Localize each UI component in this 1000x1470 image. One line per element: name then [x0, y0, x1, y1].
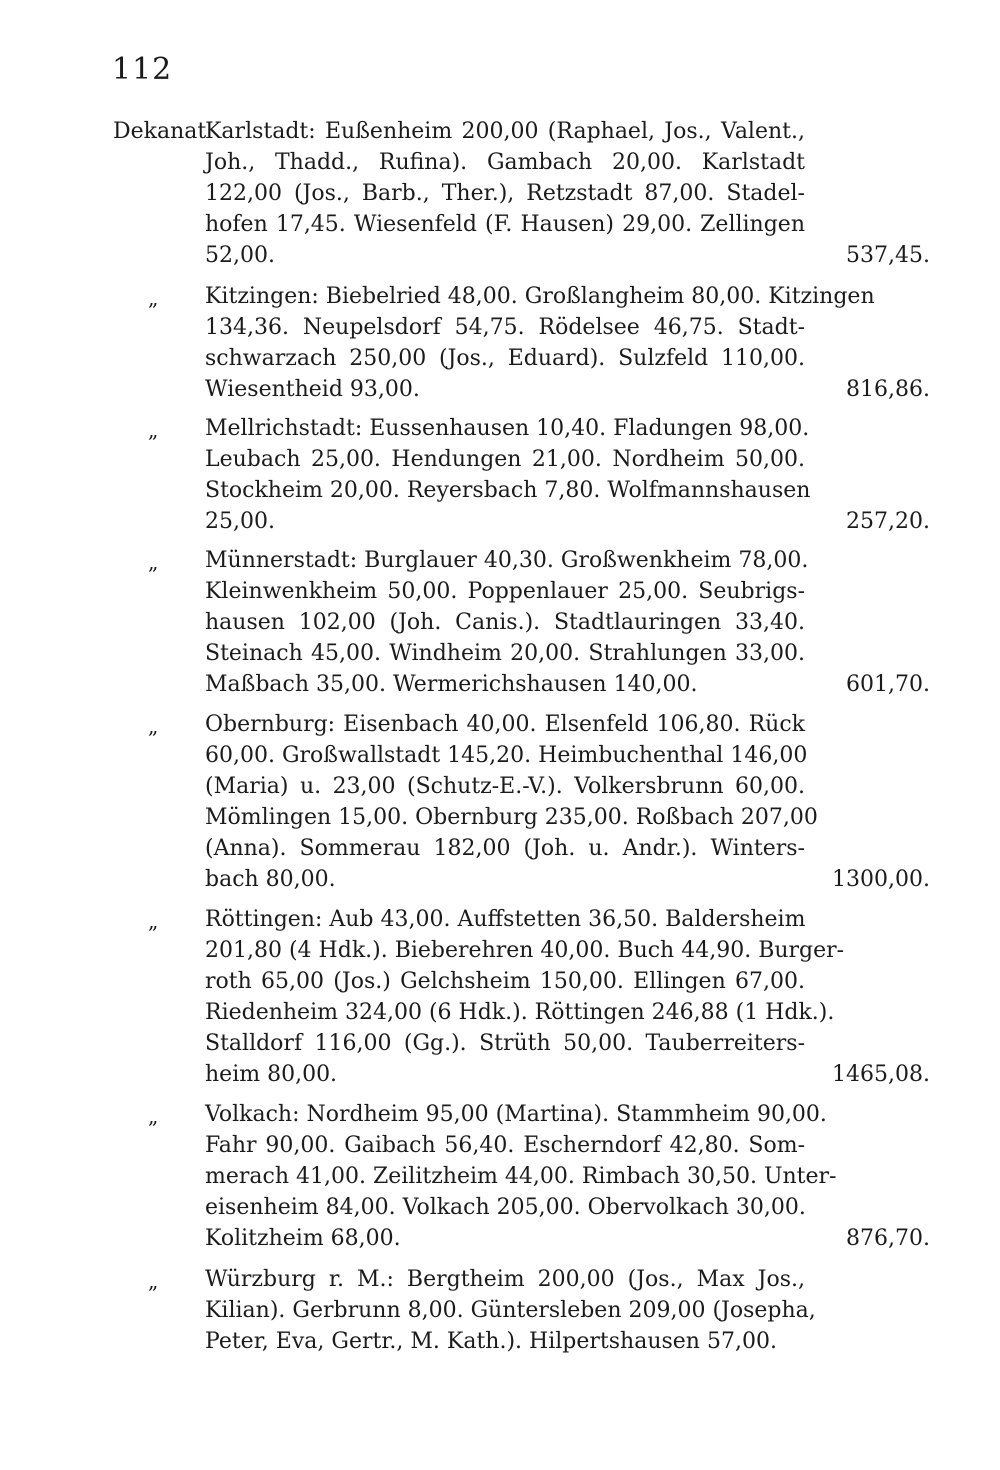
text-line: Münnerstadt: Burglauer 40,30. Großwenkheim 78,00. — [205, 548, 809, 573]
text-line: (Anna). Sommerau 182,00 (Joh. u. Andr.). Winters- — [205, 836, 805, 861]
entry-text — [205, 116, 805, 271]
text-line: Röttingen: Aub 43,00. Auffstetten 36,50. Baldersheim — [205, 907, 806, 932]
text-line: merach 41,00. Zeilitzheim 44,00. Rimbach 30,50. Unter- — [205, 1164, 837, 1189]
text-line: Obernburg: Eisenbach 40,00. Elsenfeld 106,80. Rück — [205, 712, 805, 737]
text-line: 122,00 (Jos., Barb., Ther.), Retzstadt 87,00. Stadel- — [205, 181, 805, 206]
entry-total: 1300,00. — [832, 867, 930, 892]
text-line: Wiesentheid 93,00. — [205, 377, 420, 402]
text-line: bach 80,00. — [205, 867, 336, 892]
entry-text — [205, 1264, 816, 1357]
text-line: Fahr 90,00. Gaibach 56,40. Escherndorf 42,80. Som- — [205, 1133, 805, 1158]
text-line: Maßbach 35,00. Wermerichshausen 140,00. — [205, 672, 698, 697]
text-line: hofen 17,45. Wiesenfeld (F. Hausen) 29,00. Zellingen — [205, 212, 805, 237]
ditto-mark: „ — [148, 909, 159, 933]
text-line: heim 80,00. — [205, 1062, 338, 1087]
text-line: Kleinwenkheim 50,00. Poppenlauer 25,00. Seubrigs- — [205, 579, 805, 604]
ditto-mark: „ — [148, 550, 159, 574]
text-line: Stockheim 20,00. Reyersbach 7,80. Wolfmannshausen — [205, 478, 811, 503]
ditto-mark: „ — [148, 286, 159, 310]
text-line: schwarzach 250,00 (Jos., Eduard). Sulzfeld 110,00. — [205, 346, 805, 371]
entry-total: 257,20. — [846, 509, 930, 534]
ditto-mark: „ — [148, 714, 159, 738]
text-line: hausen 102,00 (Joh. Canis.). Stadtlauringen 33,40. — [205, 610, 805, 635]
ditto-mark: „ — [148, 1269, 159, 1293]
text-line: Peter, Eva, Gertr., M. Kath.). Hilpertshausen 57,00. — [205, 1329, 777, 1354]
ditto-mark: „ — [148, 418, 159, 442]
text-line: Stalldorf 116,00 (Gg.). Strüth 50,00. Tauberreiters- — [205, 1031, 805, 1056]
text-line: eisenheim 84,00. Volkach 205,00. Obervolkach 30,00. — [205, 1195, 806, 1220]
text-line: Kitzingen: Biebelried 48,00. Großlangheim 80,00. Kitzingen — [205, 284, 875, 309]
text-line: Kolitzheim 68,00. — [205, 1226, 401, 1251]
entry-text — [205, 709, 818, 895]
entry-total: 876,70. — [846, 1226, 930, 1251]
text-line: Steinach 45,00. Windheim 20,00. Strahlungen 33,00. — [205, 641, 805, 666]
text-line: Riedenheim 324,00 (6 Hdk.). Röttingen 246,88 (1 Hdk.). — [205, 1000, 835, 1025]
text-line: 25,00. — [205, 509, 275, 534]
text-line: Karlstadt: Eußenheim 200,00 (Raphael, Jos., Valent., — [205, 119, 805, 144]
text-line: 52,00. — [205, 243, 275, 268]
entry-total: 1465,08. — [832, 1062, 930, 1087]
entry-text — [205, 1099, 837, 1254]
page-number: 112 — [112, 52, 173, 87]
text-line: (Maria) u. 23,00 (Schutz-E.-V.). Volkersbrunn 60,00. — [205, 774, 805, 799]
entry-text — [205, 413, 811, 537]
text-line: 201,80 (4 Hdk.). Bieberehren 40,00. Buch 44,90. Burger- — [205, 938, 845, 963]
text-line: Kilian). Gerbrunn 8,00. Güntersleben 209,00 (Josepha, — [205, 1298, 816, 1323]
text-line: roth 65,00 (Jos.) Gelchsheim 150,00. Ellingen 67,00. — [205, 969, 805, 994]
entry-text — [205, 545, 809, 700]
text-line: Mellrichstadt: Eussenhausen 10,40. Fladungen 98,00. — [205, 416, 810, 441]
ditto-mark: „ — [148, 1104, 159, 1128]
text-line: Volkach: Nordheim 95,00 (Martina). Stammheim 90,00. — [205, 1102, 827, 1127]
text-line: Joh., Thadd., Rufina). Gambach 20,00. Karlstadt — [205, 150, 805, 175]
entry-total: 816,86. — [846, 377, 930, 402]
text-line: Leubach 25,00. Hendungen 21,00. Nordheim 50,00. — [205, 447, 805, 472]
entry-marker: Dekanat — [113, 119, 207, 144]
text-line: 134,36. Neupelsdorf 54,75. Rödelsee 46,75. Stadt- — [205, 315, 805, 340]
text-line: 60,00. Großwallstadt 145,20. Heimbuchenthal 146,00 — [205, 743, 808, 768]
entry-text — [205, 281, 875, 405]
text-line: Würzburg r. M.: Bergtheim 200,00 (Jos., Max Jos., — [205, 1267, 805, 1292]
entry-total: 537,45. — [846, 243, 930, 268]
entry-text — [205, 904, 845, 1090]
entry-total: 601,70. — [846, 672, 930, 697]
text-line: Mömlingen 15,00. Obernburg 235,00. Roßbach 207,00 — [205, 805, 818, 830]
